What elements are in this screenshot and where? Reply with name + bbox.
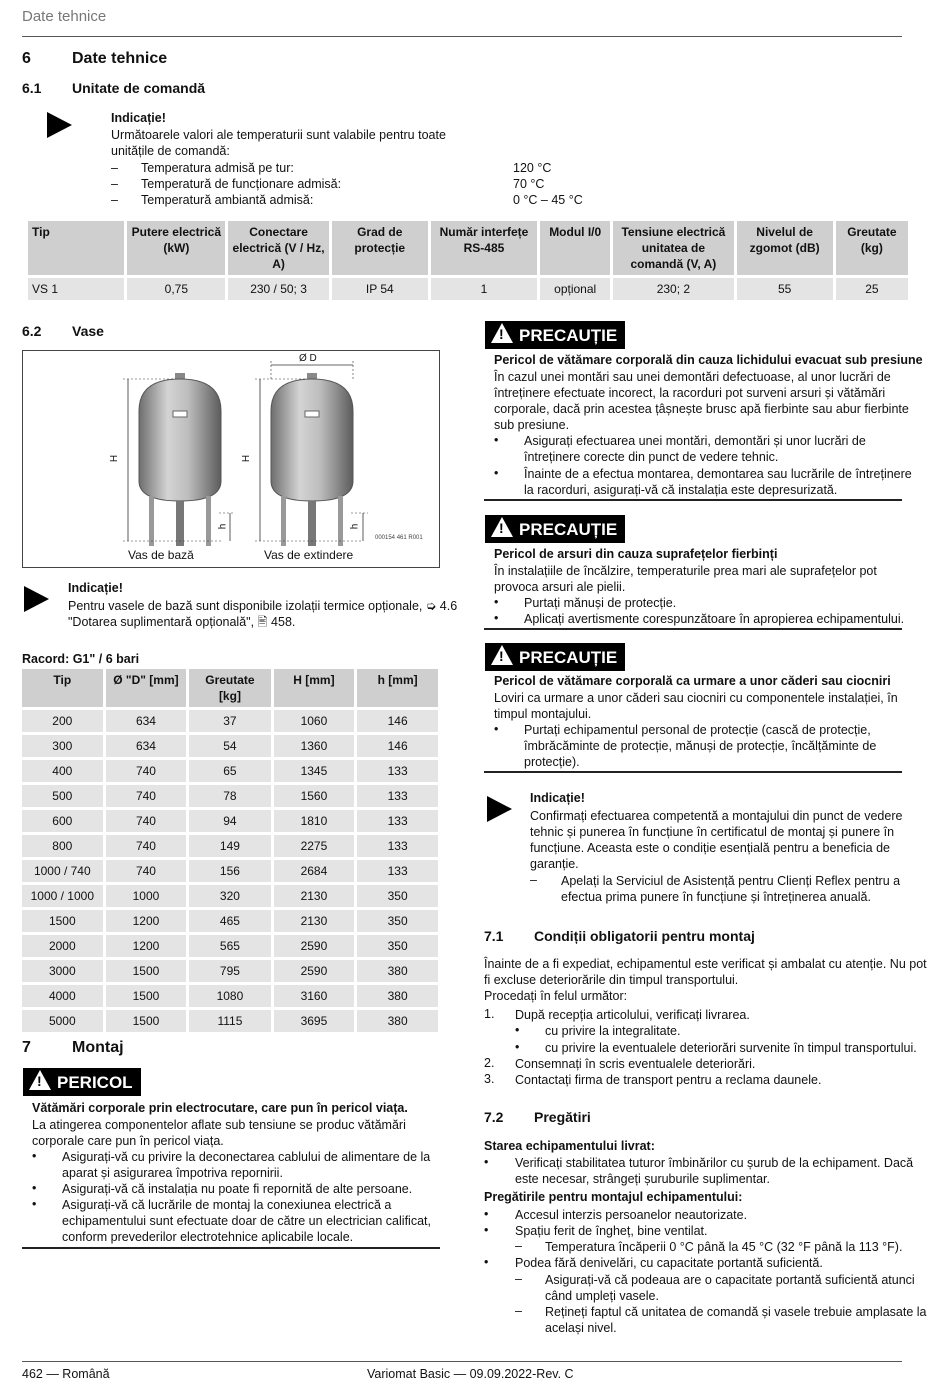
table-cell: 1 <box>431 278 537 300</box>
warning-rule <box>22 1247 440 1249</box>
table-row <box>22 1010 438 1032</box>
warning-bullet: Asigurați-vă cu privire la deconectarea cablului de alimentare de la aparat și asigurarea împotriva repornirii. <box>62 1150 431 1180</box>
table-cell: 400 <box>22 760 103 782</box>
table-cell: 740 <box>106 810 187 832</box>
table-cell: 1080 <box>189 985 270 1007</box>
note-title: Indicație! <box>530 791 585 805</box>
table-cell: 1000 / 740 <box>22 860 103 882</box>
table-row <box>22 835 438 857</box>
table-row <box>22 960 438 982</box>
table-cell: 1200 <box>106 935 187 957</box>
note-item-value: 120 °C <box>513 161 552 175</box>
table-cell: opțional <box>540 278 610 300</box>
note-item-label: Temperatură de funcționare admisă: <box>141 177 342 191</box>
table-cell: 795 <box>189 960 270 982</box>
table-header: H [mm] <box>274 669 355 707</box>
control-unit-table <box>25 218 911 303</box>
dimension-d-label: Ø D <box>299 353 317 364</box>
note-text: Pentru vasele de bază sunt disponibile izolații termice opționale, ➭ 4.6 <box>68 599 458 613</box>
section-6-title: Date tehnice <box>72 50 168 67</box>
table-cell: 156 <box>189 860 270 882</box>
note-title: Indicație! <box>111 111 166 125</box>
table-cell: 600 <box>22 810 103 832</box>
table-cell: 4000 <box>22 985 103 1007</box>
step-subitem: cu privire la integralitate. <box>545 1024 681 1038</box>
list-item: Verificați stabilitatea tuturor îmbinărilor cu șurub de la echipament. Dacă este necesar, strângeți șuruburile suplimentar. <box>515 1156 914 1186</box>
table-row <box>22 735 438 757</box>
section-7-title: Montaj <box>72 1039 124 1056</box>
table-row <box>22 860 438 882</box>
note-text[interactable]: "Dotarea suplimentară opțională", 🖹 458. <box>68 615 296 629</box>
section-61-number: 6.1 <box>22 80 42 96</box>
table-cell: 1360 <box>274 735 355 757</box>
section-62-title: Vase <box>72 323 104 339</box>
table-cell: 350 <box>357 910 438 932</box>
table-cell: 350 <box>357 885 438 907</box>
note-arrow-icon <box>47 112 72 138</box>
table-caption: Racord: G1" / 6 bari <box>22 652 140 666</box>
table-cell: 634 <box>106 710 187 732</box>
table-cell: IP 54 <box>332 278 428 300</box>
table-cell: 1500 <box>106 985 187 1007</box>
table-header: Grad de protecție <box>332 221 428 275</box>
running-header: Date tehnice <box>22 8 107 25</box>
table-row <box>22 985 438 1007</box>
warning-title: Pericol de vătămare corporală ca urmare a unor căderi sau ciocniri <box>494 674 891 688</box>
table-row <box>22 785 438 807</box>
caution-banner: ! PRECAUȚIE <box>485 515 625 543</box>
table-cell: 146 <box>357 735 438 757</box>
table-header: Greutate [kg] <box>189 669 270 707</box>
table-cell: 740 <box>106 785 187 807</box>
warning-icon: ! <box>29 1070 51 1090</box>
caution-banner: ! PRECAUȚIE <box>485 643 625 671</box>
table-header: Conectare electrică (V / Hz, A) <box>228 221 328 275</box>
footer-page: 462 — Română <box>22 1367 110 1381</box>
section-71-title: Condiții obligatorii pentru montaj <box>534 928 755 944</box>
section-62-number: 6.2 <box>22 323 42 339</box>
table-cell: 380 <box>357 985 438 1007</box>
section-6-number: 6 <box>22 50 31 67</box>
table-row <box>22 910 438 932</box>
table-cell: 500 <box>22 785 103 807</box>
warning-rule <box>484 628 902 630</box>
table-cell: 1200 <box>106 910 187 932</box>
table-cell: 55 <box>737 278 833 300</box>
danger-banner: ! PERICOL <box>23 1068 141 1096</box>
table-cell: 149 <box>189 835 270 857</box>
table-cell: 740 <box>106 835 187 857</box>
table-cell: 1060 <box>274 710 355 732</box>
dimension-h-label: H <box>241 454 253 463</box>
reflex-badge <box>173 411 187 417</box>
caution-banner: ! PRECAUȚIE <box>485 321 625 349</box>
table-cell: 146 <box>357 710 438 732</box>
dimension-small-h-label: h <box>349 523 361 530</box>
table-cell: 230 / 50; 3 <box>228 278 328 300</box>
table-cell: 3695 <box>274 1010 355 1032</box>
table-cell: 2000 <box>22 935 103 957</box>
table-cell: 465 <box>189 910 270 932</box>
table-cell: 380 <box>357 960 438 982</box>
vessel-figure <box>22 350 440 568</box>
step-item: Contactați firma de transport pentru a reclama daunele. <box>515 1073 822 1087</box>
table-header: Tip <box>22 669 103 707</box>
step-subitem: cu privire la eventualele deteriorări survenite în timpul transportului. <box>545 1041 917 1055</box>
dimension-h-label: H <box>109 454 121 463</box>
section-7-number: 7 <box>22 1039 31 1056</box>
note-item-label: Temperatură ambiantă admisă: <box>141 193 314 207</box>
table-cell: 94 <box>189 810 270 832</box>
table-row <box>28 278 908 300</box>
table-header: Tip <box>28 221 124 275</box>
table-row <box>22 810 438 832</box>
warning-bullet: Asigurați-vă că instalația nu poate fi repornită de alte persoane. <box>62 1182 413 1196</box>
note-item-label: Temperatura admisă pe tur: <box>141 161 294 175</box>
note-arrow-icon <box>487 796 512 822</box>
table-header: h [mm] <box>357 669 438 707</box>
table-cell: 2590 <box>274 960 355 982</box>
table-header: Greutate (kg) <box>836 221 908 275</box>
table-cell: 300 <box>22 735 103 757</box>
caption-base-vessel: Vas de bază <box>128 548 194 562</box>
table-row <box>22 935 438 957</box>
table-cell: 133 <box>357 785 438 807</box>
footer-doc: Variomat Basic — 09.09.2022-Rev. C <box>367 1367 574 1381</box>
list-item: Spațiu ferit de îngheț, bine ventilat. <box>515 1224 708 1238</box>
table-cell: 1345 <box>274 760 355 782</box>
step-item: După recepția articolului, verificați livrarea. <box>515 1008 750 1022</box>
section-72-title: Pregătiri <box>534 1109 591 1125</box>
note-item-value: 70 °C <box>513 177 545 191</box>
table-cell: 133 <box>357 810 438 832</box>
base-vessel <box>139 379 221 501</box>
table-cell: 740 <box>106 760 187 782</box>
list-subitem: Temperatura încăperii 0 °C până la 45 °C (32 °F până la 113 °F). <box>545 1240 903 1254</box>
dimension-small-h-label: h <box>217 523 229 530</box>
warning-title: Vătămări corporale prin electrocutare, care pun în pericol viața. <box>32 1101 408 1115</box>
note-text: Confirmați efectuarea competentă a montajului din punct de vedere tehnic și punerea în funcțiune în certificatul de montaj și punere în funcțiune. Aceasta este o condiție esențială pentru a beneficia de garanție. <box>530 809 903 871</box>
warning-icon: ! <box>491 323 513 343</box>
section-71-number: 7.1 <box>484 928 504 944</box>
list-subitem: Asigurați-vă că podeaua are o capacitate portantă suficientă atunci când umpleți vasele. <box>545 1273 915 1303</box>
step-item: Consemnați în scris eventualele deteriorări. <box>515 1057 756 1071</box>
section-72-number: 7.2 <box>484 1109 504 1125</box>
table-cell: 200 <box>22 710 103 732</box>
extension-vessel <box>271 379 353 501</box>
table-cell: 1500 <box>106 960 187 982</box>
warning-bullet: Purtați mănuși de protecție. <box>524 596 677 610</box>
table-cell: 1500 <box>22 910 103 932</box>
warning-text: Loviri ca urmare a unor căderi sau ciocniri cu componentele instalației, în timpul montajului. <box>494 691 898 721</box>
warning-rule <box>484 771 902 773</box>
note-arrow-icon <box>24 586 49 612</box>
warning-bullet: Asigurați efectuarea unei montări, demontări și unor lucrări de întreținere corecte din punct de vedere tehnic. <box>524 434 866 464</box>
footer-rule <box>22 1361 902 1362</box>
note-title: Indicație! <box>68 581 123 595</box>
subheading: Starea echipamentului livrat: <box>484 1139 655 1153</box>
subheading: Pregătirile pentru montajul echipamentului: <box>484 1190 743 1204</box>
table-cell: 350 <box>357 935 438 957</box>
figure-reference: 000154 461 R001 <box>375 535 423 541</box>
table-cell: 2684 <box>274 860 355 882</box>
table-cell: 2130 <box>274 910 355 932</box>
table-cell: 3000 <box>22 960 103 982</box>
table-header: Tensiune electrică unitatea de comandă (V, A) <box>613 221 733 275</box>
table-cell: 380 <box>357 1010 438 1032</box>
table-cell: 1810 <box>274 810 355 832</box>
warning-icon: ! <box>491 517 513 537</box>
table-header: Modul I/0 <box>540 221 610 275</box>
note-item-value: 0 °C – 45 °C <box>513 193 583 207</box>
table-cell: 1115 <box>189 1010 270 1032</box>
table-cell: 565 <box>189 935 270 957</box>
note-subitem: Apelați la Serviciul de Asistență pentru Clienți Reflex pentru a efectua prima punere în funcțiune și întreținerea anuală. <box>561 874 901 904</box>
warning-text: În instalațiile de încălzire, temperaturile prea mari ale suprafețelor pot provoca arsuri ale pielii. <box>494 564 877 594</box>
section-71-text: Înainte de a fi expediat, echipamentul este verificat și ambalat cu atenție. Nu pot fi excluse deteriorările din timpul transportului. Procedați în felul următor: <box>484 957 927 1003</box>
list-item: Accesul interzis persoanelor neautorizate. <box>515 1208 748 1222</box>
table-cell: 3160 <box>274 985 355 1007</box>
table-header: Ø "D" [mm] <box>106 669 187 707</box>
warning-text: La atingerea componentelor aflate sub tensiune se produc vătămări corporale care pun în pericol viața. <box>32 1118 406 1148</box>
list-subitem: Rețineți faptul că unitatea de comandă și vasele trebuie amplasate la același nivel. <box>545 1305 927 1335</box>
table-cell: 25 <box>836 278 908 300</box>
table-cell: 1000 <box>106 885 187 907</box>
header-rule <box>22 36 902 37</box>
warning-text: În cazul unei montări sau unei demontări defectuoase, al unor lucrări de întreținere efectuate incorect, la racorduri pot surveni arsuri și vătămări corporale, dacă prin acestea țâșnește brusc apă fierbinte sau abur fierbinte sub presiune. <box>494 370 909 432</box>
table-cell: 1000 / 1000 <box>22 885 103 907</box>
list-item: Podea fără denivelări, cu capacitate portantă suficientă. <box>515 1256 823 1270</box>
table-row <box>22 760 438 782</box>
warning-bullet: Purtați echipamentul personal de protecție (cască de protecție, îmbrăcăminte de protecție, mănuși de protecție, încălțăminte de protecție). <box>524 723 877 769</box>
table-cell: 740 <box>106 860 187 882</box>
table-cell: 37 <box>189 710 270 732</box>
table-cell: 133 <box>357 835 438 857</box>
section-61-title: Unitate de comandă <box>72 80 206 96</box>
warning-bullet: Aplicați avertismente corespunzătoare în apropierea echipamentului. <box>524 612 905 626</box>
table-cell: 320 <box>189 885 270 907</box>
table-cell: 800 <box>22 835 103 857</box>
table-header: Număr interfețe RS-485 <box>431 221 537 275</box>
table-header: Putere electrică (kW) <box>127 221 225 275</box>
table-cell: 133 <box>357 860 438 882</box>
table-cell: 2130 <box>274 885 355 907</box>
warning-rule <box>484 499 902 501</box>
table-cell: 54 <box>189 735 270 757</box>
warning-bullet: Înainte de a efectua montarea, demontarea sau lucrările de întreținere la racorduri, asigurați-vă că instalația este depresurizată. <box>524 467 912 497</box>
vessel-table <box>19 666 441 1035</box>
table-cell: 133 <box>357 760 438 782</box>
warning-title: Pericol de arsuri din cauza suprafețelor fierbinți <box>494 547 778 561</box>
table-cell: 65 <box>189 760 270 782</box>
warning-icon: ! <box>491 645 513 665</box>
caption-extension-vessel: Vas de extindere <box>264 548 354 562</box>
table-cell: 1500 <box>106 1010 187 1032</box>
table-cell: 634 <box>106 735 187 757</box>
table-cell: 5000 <box>22 1010 103 1032</box>
table-cell: VS 1 <box>28 278 124 300</box>
warning-bullet: Asigurați-vă că lucrările de montaj la conexiunea electrică a echipamentului sunt efectuate doar de către un electrician calificat, conform prevederilor electrotehnice aplicabile locale. <box>62 1198 431 1244</box>
table-cell: 78 <box>189 785 270 807</box>
table-header: Nivelul de zgomot (dB) <box>737 221 833 275</box>
warning-title: Pericol de vătămare corporală din cauza lichidului evacuat sub presiune <box>494 353 923 367</box>
note-text: Următoarele valori ale temperaturii sunt valabile pentru toate unitățile de comandă: <box>111 128 446 158</box>
table-row <box>22 710 438 732</box>
table-cell: 230; 2 <box>613 278 733 300</box>
table-row <box>22 885 438 907</box>
table-cell: 0,75 <box>127 278 225 300</box>
table-cell: 2590 <box>274 935 355 957</box>
table-cell: 2275 <box>274 835 355 857</box>
table-cell: 1560 <box>274 785 355 807</box>
